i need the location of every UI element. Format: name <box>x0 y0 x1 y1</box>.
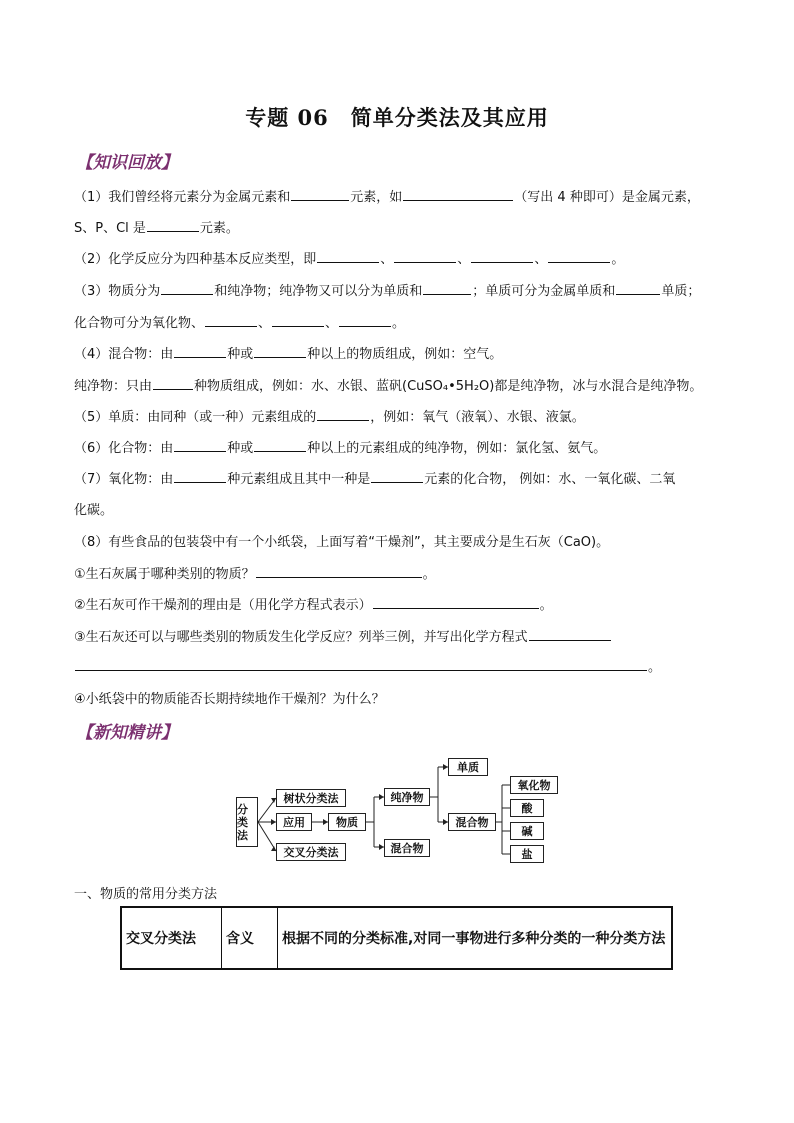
question-8-part-1: ①生石灰属于哪种类别的物质？ 。 <box>74 563 436 582</box>
answer-blank[interactable] <box>153 376 193 390</box>
cross-classification-box: 交叉分类法 <box>276 843 346 861</box>
answer-blank[interactable] <box>317 249 379 263</box>
answer-blank[interactable] <box>373 595 539 609</box>
question-8-part-3: ③生石灰还可以与哪些类别的物质发生化学反应？列举三例，并写出化学方程式 <box>74 626 612 645</box>
answer-blank[interactable] <box>616 281 660 295</box>
question-3-line-1: （3）物质分为 和纯净物；纯净物又可以分为单质和 ；单质可分为金属单质和 单质； <box>74 280 700 299</box>
answer-blank[interactable] <box>548 249 610 263</box>
answer-blank[interactable] <box>394 249 456 263</box>
page-title: 专题 06 简单分类法及其应用 <box>245 105 549 130</box>
answer-blank[interactable] <box>147 218 199 232</box>
tree-classification-box: 树状分类法 <box>276 789 346 807</box>
answer-blank[interactable] <box>174 344 226 358</box>
question-1-line-1: （1）我们曾经将元素分为金属元素和 元素，如 （写出 4 种即可）是金属元素， <box>74 186 700 205</box>
question-6: （6）化合物：由 种或 种以上的元素组成的纯净物，例如：氯化氢、氨气。 <box>74 437 606 456</box>
element-box: 单质 <box>448 758 488 776</box>
question-7-line-2: 化碳。 <box>74 503 114 518</box>
pure-substance-box: 纯净物 <box>384 788 430 806</box>
compound-box: 混合物 <box>448 813 496 831</box>
matter-box: 物质 <box>328 813 366 831</box>
classification-diagram <box>230 755 570 870</box>
question-5: （5）单质：由同种（或一种）元素组成的 ，例如：氧气（液氧）、水银、液氯。 <box>74 406 585 425</box>
pure-substance-definition: 纯净物：只由 种物质组成，例如：水、水银、蓝矾(CuSO₄•5H₂O)都是纯净物，冰与水混合是纯净物。 <box>74 375 702 394</box>
question-8-part-2: ②生石灰可作干燥剂的理由是（用化学方程式表示） 。 <box>74 594 553 613</box>
oxide-box: 氧化物 <box>510 776 558 794</box>
answer-blank[interactable] <box>205 313 257 327</box>
answer-blank[interactable] <box>371 469 423 483</box>
question-3-line-2: 化合物可分为氧化物、 、 、 。 <box>74 312 405 331</box>
answer-blank[interactable] <box>317 407 369 421</box>
question-7-line-1: （7）氧化物：由 种元素组成且其中一种是 元素的化合物， 例如：水、一氧化碳、二氧 <box>74 468 675 487</box>
salt-box: 盐 <box>510 845 544 863</box>
answer-blank[interactable] <box>75 657 647 671</box>
answer-blank[interactable] <box>471 249 533 263</box>
mixture-box: 混合物 <box>384 839 430 857</box>
answer-blank[interactable] <box>174 469 226 483</box>
table-cell-method: 交叉分类法 <box>122 908 222 968</box>
apply-box: 应用 <box>276 813 312 831</box>
answer-blank[interactable] <box>174 438 226 452</box>
answer-blank[interactable] <box>529 627 611 641</box>
question-8-part-3-continued: 。 <box>74 656 661 675</box>
answer-blank[interactable] <box>339 313 391 327</box>
question-2: （2）化学反应分为四种基本反应类型，即 、 、 、 。 <box>74 248 624 267</box>
question-1-line-2: S、P、Cl 是 元素。 <box>74 217 239 236</box>
section-heading-review: 【知识回放】 <box>76 153 178 173</box>
section-heading-new-knowledge: 【新知精讲】 <box>76 723 178 743</box>
answer-blank[interactable] <box>291 187 349 201</box>
subsection-heading: 一、物质的常用分类方法 <box>74 887 218 902</box>
question-4: （4）混合物：由 种或 种以上的物质组成，例如：空气。 <box>74 343 502 362</box>
root-box: 分类法 <box>236 797 258 847</box>
answer-blank[interactable] <box>254 344 306 358</box>
answer-blank[interactable] <box>254 438 306 452</box>
question-8-part-4: ④小纸袋中的物质能否长期持续地作干燥剂？为什么？ <box>74 692 385 707</box>
table-cell-definition: 根据不同的分类标准,对同一事物进行多种分类的一种分类方法 <box>282 931 666 947</box>
answer-blank[interactable] <box>423 281 471 295</box>
acid-box: 酸 <box>510 799 544 817</box>
answer-blank[interactable] <box>256 564 422 578</box>
question-8: （8）有些食品的包装袋中有一个小纸袋，上面写着“干燥剂”，其主要成分是生石灰（CaO)。 <box>74 535 610 550</box>
answer-blank[interactable] <box>272 313 324 327</box>
base-box: 碱 <box>510 822 544 840</box>
classification-table <box>120 906 673 970</box>
answer-blank[interactable] <box>161 281 213 295</box>
answer-blank[interactable] <box>403 187 513 201</box>
table-cell-meaning-label: 含义 <box>222 908 278 968</box>
